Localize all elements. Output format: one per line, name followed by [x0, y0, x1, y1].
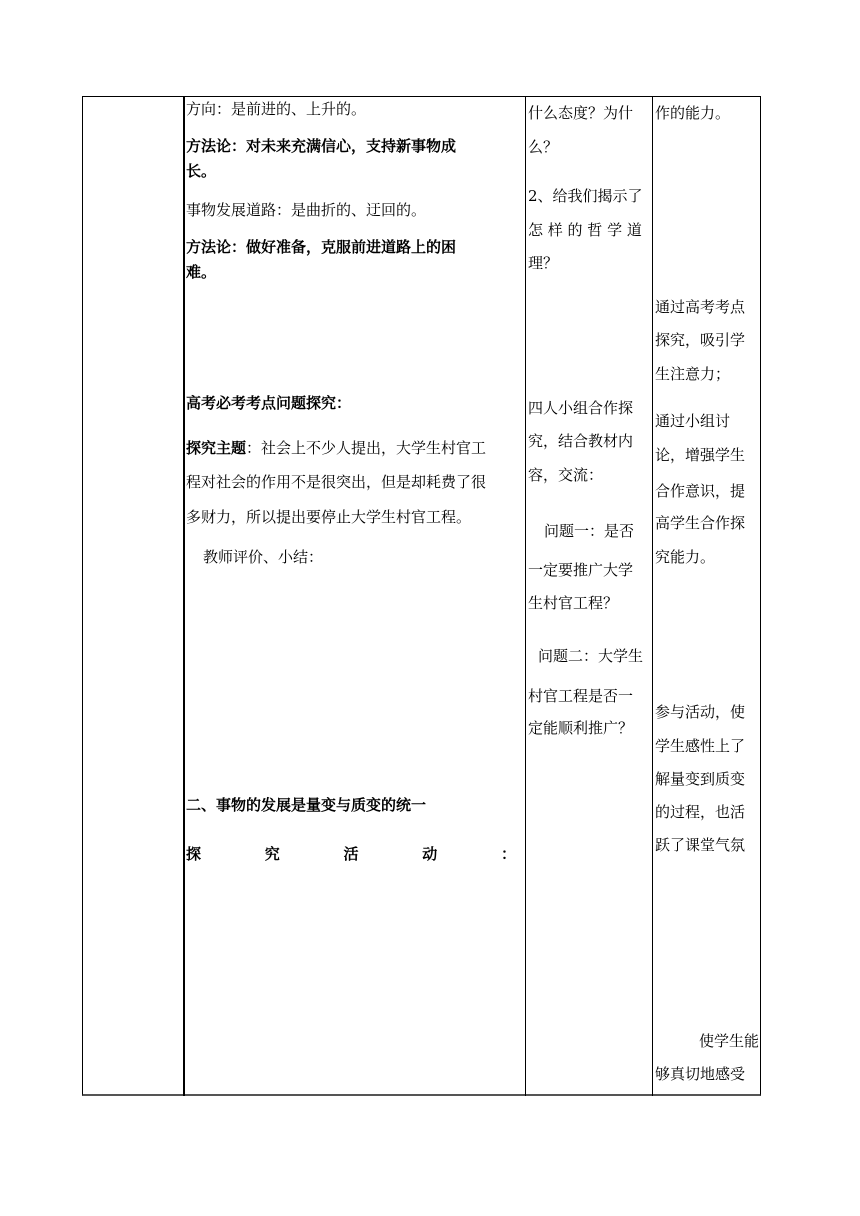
section-heading: 二、事物的发展是量变与质变的统一: [186, 796, 427, 814]
intent-text: 高学生合作探: [655, 514, 746, 532]
intent-text: 通过高考考点: [655, 298, 746, 316]
activity-text: 村官工程是否一: [528, 687, 634, 705]
activity-heading: 探 究 活 动 ：: [186, 845, 516, 863]
intent-text: 跃了课堂气氛: [655, 836, 746, 854]
methodology-line: 方法论：做好准备，克服前进道路上的困: [186, 238, 457, 256]
column-divider: [183, 96, 185, 1096]
intent-text: 探究，吸引学: [655, 331, 746, 349]
intent-text: 够真切地感受: [655, 1065, 746, 1083]
activity-text: 究，结合教材内: [528, 432, 634, 450]
inquiry-topic-line: 程对社会的作用不是很突出，但是却耗费了很: [186, 473, 487, 491]
development-path-text: 事物发展道路：是曲折的、迂回的。: [186, 201, 427, 219]
intent-text: 作的能力。: [655, 104, 731, 122]
intent-text: 究能力。: [655, 548, 716, 566]
column-divider: [525, 96, 526, 1096]
intent-text: 通过小组讨: [655, 412, 731, 430]
activity-text: 什么态度？为什: [528, 104, 634, 122]
direction-text: 方向：是前进的、上升的。: [186, 100, 367, 118]
question-two: 问题二：大学生: [538, 647, 644, 665]
column-divider: [652, 96, 653, 1096]
section-heading: 高考必考考点问题探究：: [186, 394, 352, 412]
inquiry-topic-line: 多财力，所以提出要停止大学生村官工程。: [186, 508, 472, 526]
activity-text: 理？: [528, 254, 559, 272]
activity-text: 生村官工程？: [528, 594, 619, 612]
intent-text: 论，增强学生: [655, 446, 746, 464]
intent-text: 学生感性上了: [655, 737, 746, 755]
intent-text: 合作意识，提: [655, 482, 746, 500]
intent-text: 的过程，也活: [655, 803, 746, 821]
activity-text: 四人小组合作探: [528, 399, 634, 417]
activity-text: 容，交流：: [528, 466, 604, 484]
activity-text: 2、给我们揭示了: [528, 187, 643, 205]
methodology-line: 长。: [186, 162, 217, 180]
inquiry-topic-text: ：社会上不少人提出，大学生村官工: [246, 439, 487, 457]
activity-text: 定能顺利推广？: [528, 719, 634, 737]
methodology-line: 方法论：对未来充满信心，支持新事物成: [186, 137, 457, 155]
methodology-line: 难。: [186, 263, 217, 281]
teacher-summary: 教师评价、小结：: [203, 548, 324, 566]
inquiry-topic-line: [186, 435, 524, 461]
activity-text: 怎 样 的 哲 学 道: [528, 221, 642, 239]
question-one: 问题一：是否: [544, 522, 635, 540]
activity-text: 么？: [528, 138, 559, 156]
intent-text: 使学生能: [698, 1032, 759, 1050]
intent-text: 参与活动，使: [655, 703, 746, 721]
activity-text: 一定要推广大学: [528, 561, 634, 579]
intent-text: 生注意力；: [655, 365, 731, 383]
intent-text: 解量变到质变: [655, 770, 746, 788]
inquiry-topic-label: 探究主题: [186, 439, 247, 457]
